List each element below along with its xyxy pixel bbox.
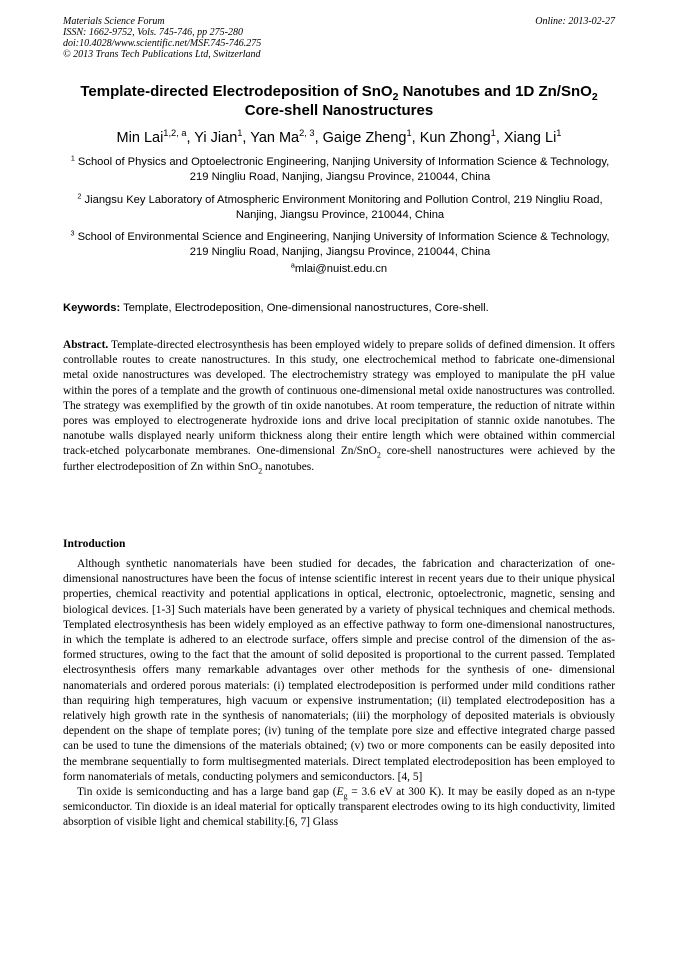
author: Xiang Li$^1$: [503, 128, 562, 146]
email-link[interactable]: mlai@nuist.edu.cn: [294, 263, 388, 275]
author: Yan Ma$^{2, 3}$,: [250, 128, 323, 146]
author: Gaige Zheng$^1$,: [322, 128, 420, 146]
journal-issn: ISSN: 1662-9752, Vols. 745-746, pp 275-280: [63, 27, 243, 38]
affiliation-1: $^1$ School of Physics and Optoelectronic Engineering, Nanjing University of Information Science & Technology, 219 Ningliu Road, Nanjing, Jiangsu Province, 210044, China: [70, 154, 610, 183]
keywords-text: Template, Electrodeposition, One-dimensional nanostructures, Core-shell.: [120, 302, 489, 314]
affiliation-2: $^2$ Jiangsu Key Laboratory of Atmospheric Environment Monitoring and Pollution Control, 219 Ningliu Road, Nanjing, Jiangsu Province, 210044, China: [77, 192, 603, 221]
keywords-label: Keywords:: [63, 302, 121, 314]
title-line-2: Core-shell Nanostructures: [244, 102, 434, 119]
abstract: Abstract. Template-directed electrosynthesis has been employed widely to prepare solids of defined dimension. It offers controllable routes to create nanostructures. In this study, one electrochemical method to fabricate one-dimensional metal oxide nanostructures was developed. The electrochemistry strategy was employed to manipulate the pH value within the pores of a template and the growth of continuous one-dimensional metal oxide nanostructures was controlled. The strategy was exemplified by the growth of tin oxide nanotubes. At room temperature, the reduction of nitrate within pores was employed to electrogenerate hydroxide ions and drive local precipitation of stannic oxide nanotubes. The nanotube walls displayed nearly uniform thickness along their entire length which were obtained within commercial track-etched polycarbonate membranes. One-dimensional Zn/SnO$_2$ core-shell nanostructures were achieved by the further electrodeposition of Zn within SnO$_2$ nanotubes.: [63, 339, 615, 475]
journal-doi: doi:10.4028/www.scientific.net/MSF.745-746.275: [63, 38, 262, 49]
title-line-1: Template-directed Electrodeposition of SnO$_2$ Nanotubes and 1D Zn/SnO$_2$: [80, 83, 598, 103]
journal-name: Materials Science Forum: [63, 16, 165, 27]
journal-copyright: © 2013 Trans Tech Publications Ltd, Switzerland: [63, 49, 261, 60]
author: Yi Jian$^1$,: [194, 128, 251, 146]
introduction-body: [63, 557, 615, 831]
journal-header: [63, 16, 615, 60]
author-list: [40, 129, 638, 147]
section-heading-introduction: Introduction: [63, 538, 126, 550]
corresponding-email: $^a$mlai@nuist.edu.cn: [290, 261, 388, 275]
paper-title: [40, 82, 638, 120]
abstract-label: Abstract.: [63, 339, 109, 351]
online-date: Online: 2013-02-27: [535, 16, 615, 27]
intro-paragraph-1: Although synthetic nanomaterials have been studied for decades, the fabrication and characterization of one-dimensional nanostructures have been the focus of intense scientific interest in recent years due to their unique physical properties, chemical reactivity and potential applications in optical, electronic, optoelectronic, magnetic, sensing and biological devices. [1-3] Such materials have been generated by a variety of physical techniques and chemical methods. Templated electrosynthesis has been widely employed as an effective pathway to form one-dimensional nanostructures, in which the template is adhered to an electrode surface, offers simple and precise control of the dimension of the as-formed structures, owing to the fact that the amount of solid deposited is proportional to the current passed. Templated electrosynthesis offers many remarkable advantages over other methods for the synthesis of one- dimensional nanomaterials and ordered porous materials: (i) templated electrodeposition is performed under mild conditions rather than requiring high temperatures, high vacuum or expensive instrumentation; (ii) templated electrodeposition has a relatively high growth rate in the synthesis of nanomaterials; (iii) the morphology of deposited materials is obviously dependent on the shape of template pores; (iv) tuning of the template pore size and effective integrated charge passed can be used to tune the dimensions of the materials obtained; (v) two or more components can be easily deposited into the membrane sequentially to form multisegmented materials. Direct templated electrodeposition has been employed to form nanomaterials of metals, conducting polymers and semiconductors. [4, 5]: [63, 558, 615, 783]
author: Kun Zhong$^1$,: [419, 128, 504, 146]
affiliation-3: $^3$ School of Environmental Science and Engineering, Nanjing University of Information Science & Technology, 219 Ningliu Road, Nanjing, Jiangsu Province, 210044, China: [70, 229, 610, 258]
intro-paragraph-2: Tin oxide is semiconducting and has a large band gap ($E_g = 3.6$ eV at 300 K). It may be easily doped as an n-type semiconductor. Tin dioxide is an ideal material for optically transparent electrodes owing to its high conductivity, limited absorption of visible light and chemical stability.[6, 7] Glass: [63, 786, 615, 829]
keywords: [63, 301, 618, 316]
author: Min Lai$^{1,2, a}$,: [116, 128, 195, 146]
